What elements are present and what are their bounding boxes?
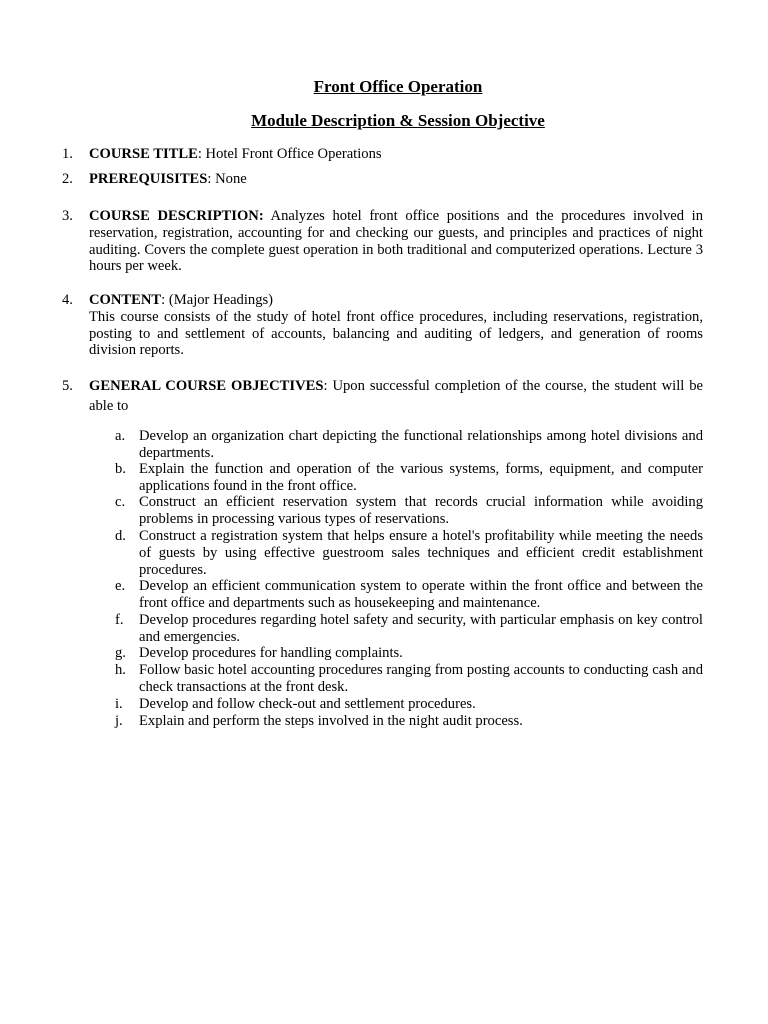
document-title: Front Office Operation — [313, 77, 483, 96]
section-text: Hotel Front Office Operations — [205, 146, 382, 162]
objective-letter: i. — [115, 696, 123, 712]
objective-item — [115, 461, 703, 495]
objective-letter: c. — [115, 494, 126, 510]
section-label: PREREQUISITES — [89, 171, 208, 187]
section-label: COURSE TITLE — [89, 146, 198, 162]
objective-text: Develop and follow check-out and settlement procedures. — [139, 696, 476, 712]
objective-text: Develop procedures for handling complaints. — [139, 645, 403, 661]
objective-text: Develop an efficient communication system to operate within the front office and between the front office and departments such as housekeeping and maintenance. — [139, 578, 703, 611]
objective-item — [115, 428, 703, 462]
section-number: 1. — [62, 146, 73, 162]
objective-letter: f. — [115, 612, 124, 628]
objective-text: Construct an efficient reservation system that records crucial information while avoiding problems in processing various types of reservations. — [139, 494, 703, 527]
section-number: 5. — [62, 378, 73, 394]
section-course-description — [62, 208, 704, 275]
section-text-detail: This course consists of the study of hotel front office procedures, including reservations, registration, posting to and settlement of accounts, balancing and auditing of ledgers, and generation of rooms division reports. — [89, 308, 703, 359]
section-label: GENERAL COURSE OBJECTIVES — [89, 378, 324, 394]
objective-letter: b. — [115, 461, 126, 477]
section-number: 3. — [62, 208, 73, 224]
section-number: 4. — [62, 292, 73, 308]
section-text: None — [215, 171, 247, 187]
objective-text: Construct a registration system that helps ensure a hotel's profitability while meeting the needs of guests by using effective guestroom sales techniques and efficient credit establishment procedures. — [139, 528, 703, 578]
objective-letter: j. — [115, 713, 123, 729]
objective-text: Explain the function and operation of the various systems, forms, equipment, and computer applications found in the front office. — [139, 461, 703, 494]
objective-item — [115, 713, 703, 730]
section-text: Upon successful completion of the course, the student will be able to — [89, 378, 703, 414]
objective-item — [115, 528, 703, 578]
objective-text: Follow basic hotel accounting procedures ranging from posting accounts to conducting cash and check transactions at the front desk. — [139, 662, 703, 695]
section-objectives: 5. GENERAL COURSE OBJECTIVES: Upon successful completion of the course, the student will be able to — [62, 378, 703, 414]
objective-text: Develop an organization chart depicting the functional relationships among hotel divisions and departments. — [139, 428, 703, 461]
section-text: (Major Headings) — [168, 292, 274, 308]
section-number: 2. — [62, 171, 73, 187]
document-subtitle: Module Description & Session Objective — [251, 111, 545, 130]
objective-item — [115, 696, 703, 713]
objective-item — [115, 494, 703, 528]
section-content: 4. CONTENT: (Major Headings) This course consists of the study of hotel front office procedures, including reservations, registration, posting to and settlement of accounts, balancing and auditing of ledgers, and generation of rooms division reports. — [62, 292, 703, 359]
objective-text: Develop procedures regarding hotel safety and security, with particular emphasis on key control and emergencies. — [139, 612, 703, 645]
objective-text: Explain and perform the steps involved in the night audit process. — [139, 713, 523, 729]
objective-letter: h. — [115, 662, 126, 678]
section-prerequisites: 2. PREREQUISITES: None — [62, 171, 247, 187]
objective-item — [115, 578, 703, 612]
section-text: Analyzes hotel front office positions and the procedures involved in reservation, registration, accounting for and checking our guests, and principles and practices of night auditing. Covers the complete guest operation in both traditional and computerized operations. Lecture 3 hours per week. — [89, 208, 704, 275]
objective-item — [115, 612, 703, 646]
section-label: COURSE DESCRIPTION: — [89, 208, 264, 224]
section-label: CONTENT — [89, 292, 162, 308]
objective-letter: a. — [115, 428, 126, 444]
objective-letter: e. — [115, 578, 126, 594]
objective-item — [115, 662, 703, 696]
objective-letter: d. — [115, 528, 126, 544]
objective-item — [115, 645, 703, 662]
section-course-title: 1. COURSE TITLE: Hotel Front Office Operations — [62, 146, 382, 162]
objective-letter: g. — [115, 645, 126, 661]
